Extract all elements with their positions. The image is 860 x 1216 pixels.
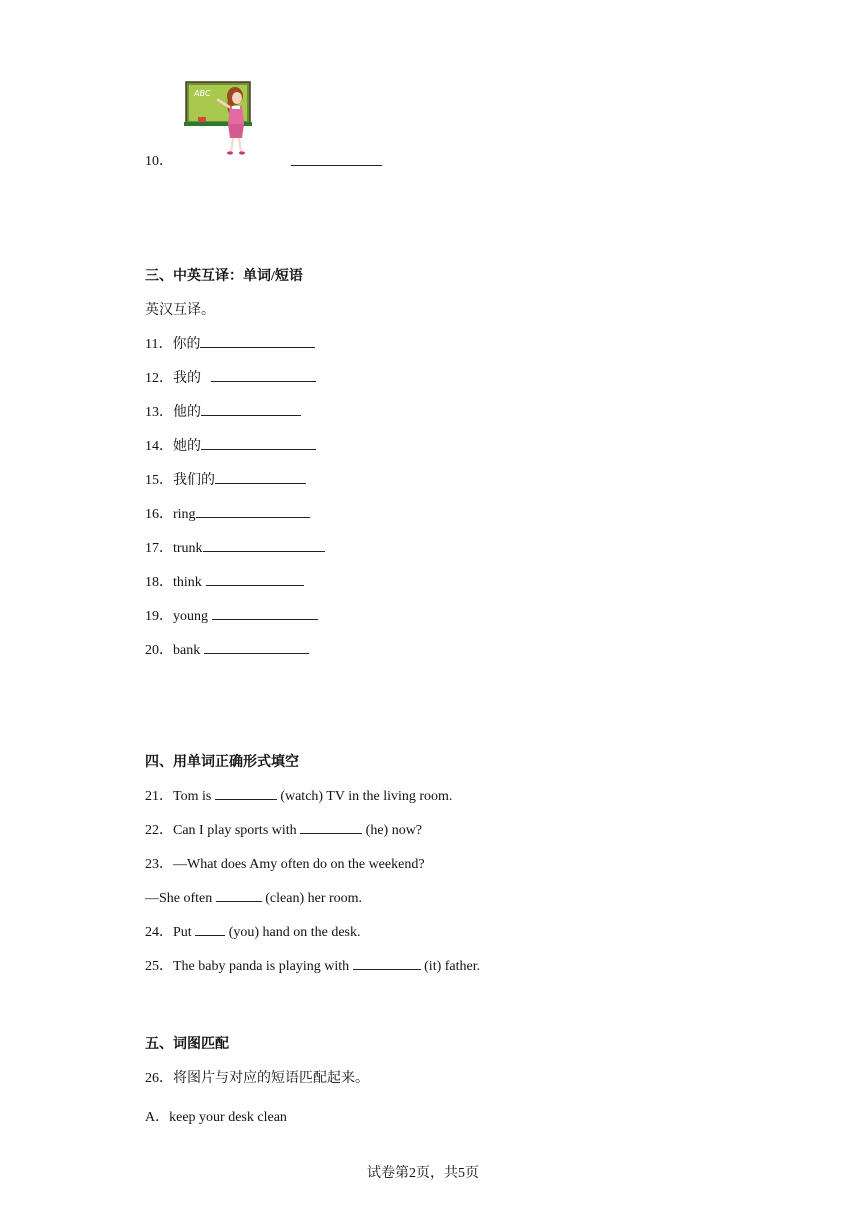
question-22 — [145, 819, 422, 839]
question-14 — [145, 435, 316, 455]
question-21 — [145, 785, 452, 805]
answer-blank-10[interactable] — [291, 151, 382, 166]
question-text: think — [173, 575, 202, 590]
question-24 — [145, 921, 361, 941]
question-text: 我的 — [173, 371, 201, 386]
question-text: 他的 — [173, 405, 201, 420]
board-letters: ABC — [194, 89, 211, 98]
question-number: 24． — [145, 925, 173, 940]
question-text: young — [173, 609, 208, 624]
question-text: —What does Amy often do on the weekend? — [173, 857, 425, 872]
question-number: 16． — [145, 507, 173, 522]
question-25 — [145, 955, 480, 975]
question-number: 22． — [145, 823, 173, 838]
section-3-title: 三、中英互译：单词/短语 — [145, 269, 303, 284]
answer-blank[interactable] — [196, 503, 310, 518]
question-text: ring — [173, 507, 196, 522]
question-text: 她的 — [173, 439, 201, 454]
question-number: 17． — [145, 541, 173, 556]
question-13 — [145, 401, 301, 421]
question-text-after: (it) father. — [424, 959, 481, 974]
question-10 — [145, 150, 173, 170]
question-number: 10． — [145, 154, 173, 169]
question-text-after: (clean) her room. — [265, 891, 363, 906]
question-20 — [145, 639, 309, 659]
question-text-after: (watch) TV in the living room. — [280, 789, 453, 804]
question-number: 25． — [145, 959, 173, 974]
option-label: A． — [145, 1110, 170, 1125]
question-text-before: The baby panda is playing with — [173, 959, 350, 974]
section-3-instruction: 英汉互译。 — [145, 303, 215, 318]
question-number: 13． — [145, 405, 173, 420]
question-number: 11． — [145, 337, 173, 352]
section-4-title: 四、用单词正确形式填空 — [145, 755, 299, 770]
question-number: 26． — [145, 1071, 173, 1086]
question-text-after: (you) hand on the desk. — [228, 925, 361, 940]
question-text: 我们的 — [173, 473, 215, 488]
answer-blank[interactable] — [200, 333, 315, 348]
question-number: 19． — [145, 609, 173, 624]
answer-blank[interactable] — [212, 605, 318, 620]
teacher-at-blackboard-illustration — [184, 80, 254, 158]
answer-blank[interactable] — [201, 401, 301, 416]
page-footer: 试卷第2页，共5页 — [367, 1166, 479, 1181]
question-23 — [145, 853, 425, 873]
section-5-title: 五、词图匹配 — [145, 1037, 229, 1052]
answer-blank[interactable] — [211, 367, 316, 382]
question-number: 23． — [145, 857, 173, 872]
question-number: 18． — [145, 575, 173, 590]
answer-blank[interactable] — [201, 435, 316, 450]
question-11 — [145, 333, 315, 353]
question-19 — [145, 605, 318, 625]
answer-blank[interactable] — [206, 571, 304, 586]
question-number: 12． — [145, 371, 173, 386]
question-15 — [145, 469, 306, 489]
question-17 — [145, 537, 325, 557]
answer-blank[interactable] — [300, 819, 362, 834]
question-text-before: Tom is — [173, 789, 212, 804]
question-text-after: (he) now? — [365, 823, 423, 838]
question-23-answer-line — [145, 887, 362, 907]
question-number: 15． — [145, 473, 173, 488]
answer-blank[interactable] — [215, 785, 277, 800]
answer-blank[interactable] — [195, 921, 225, 936]
answer-blank[interactable] — [216, 887, 262, 902]
answer-blank[interactable] — [203, 537, 325, 552]
option-a — [145, 1106, 287, 1126]
question-text: trunk — [173, 541, 203, 556]
question-text: bank — [173, 643, 201, 658]
question-text: 你的 — [172, 337, 201, 352]
question-26 — [145, 1067, 369, 1087]
teacher-illustration-icon — [184, 80, 254, 158]
question-16 — [145, 503, 310, 523]
question-text-before: Put — [173, 925, 192, 940]
question-text-before: Can I play sports with — [173, 823, 297, 838]
question-number: 14． — [145, 439, 173, 454]
answer-blank[interactable] — [353, 955, 421, 970]
question-number: 21． — [145, 789, 173, 804]
question-text: 将图片与对应的短语匹配起来。 — [173, 1071, 369, 1086]
question-12 — [145, 367, 316, 387]
answer-blank[interactable] — [204, 639, 309, 654]
question-text-before: —She often — [145, 891, 213, 906]
question-number: 20． — [145, 643, 173, 658]
option-text: keep your desk clean — [169, 1110, 287, 1125]
answer-blank[interactable] — [215, 469, 306, 484]
question-18 — [145, 571, 304, 591]
